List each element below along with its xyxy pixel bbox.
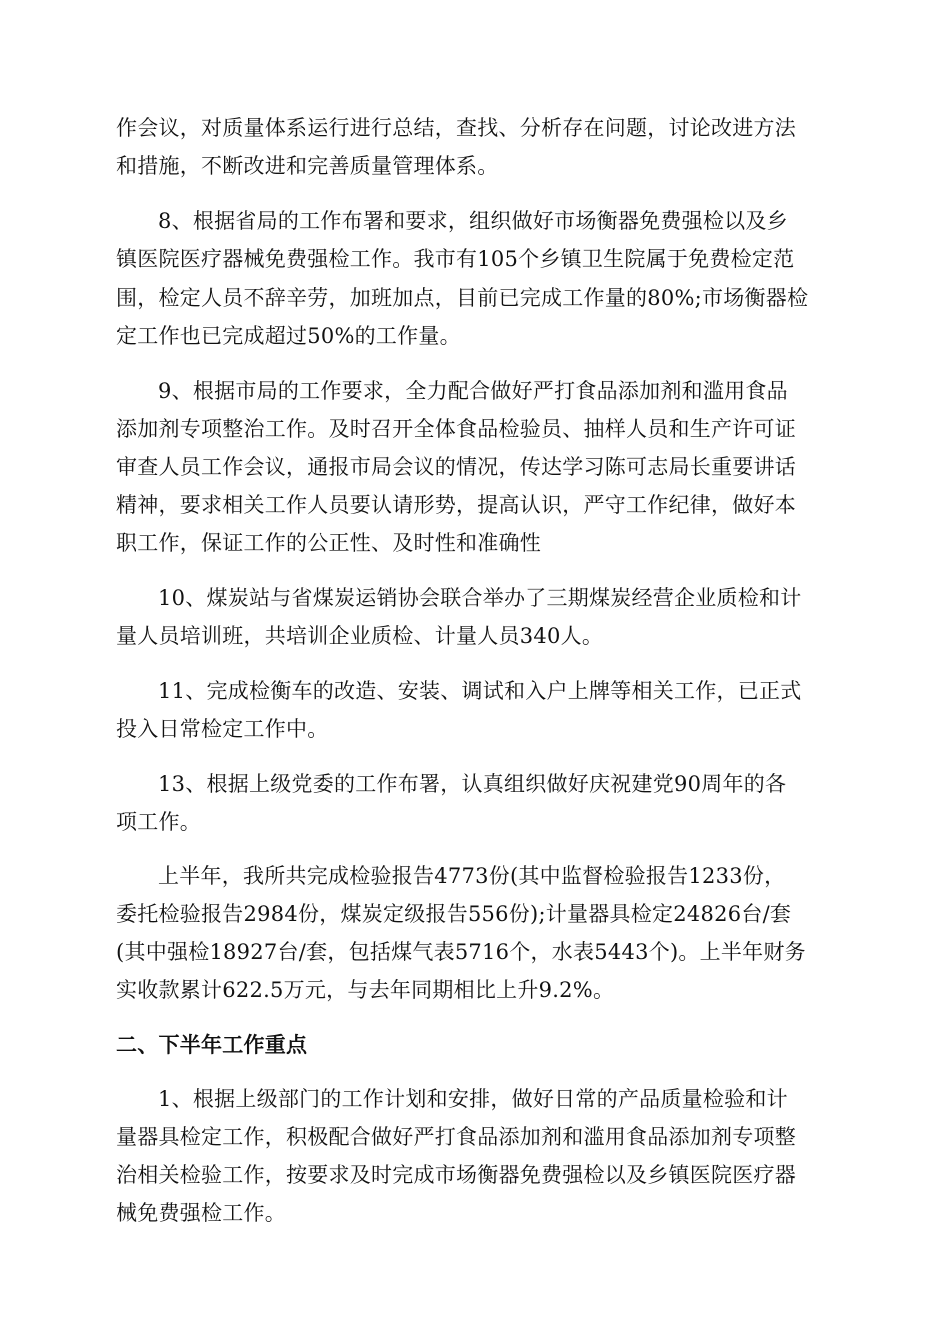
paragraph-line: 械免费强检工作。 [116, 1201, 286, 1225]
paragraph-line: 治相关检验工作，按要求及时完成市场衡器免费强检以及乡镇医院医疗器 [116, 1163, 796, 1187]
paragraph-line: 定工作也已完成超过50%的工作量。 [116, 324, 461, 348]
paragraph-line: 添加剂专项整治工作。及时召开全体食品检验员、抽样人员和生产许可证 [116, 417, 796, 441]
paragraph-line: 镇医院医疗器械免费强检工作。我市有105个乡镇卫生院属于免费检定范 [116, 247, 795, 271]
paragraph-line: 投入日常检定工作中。 [116, 717, 329, 741]
paragraph-line: 1、根据上级部门的工作计划和安排，做好日常的产品质量检验和计 [158, 1087, 788, 1111]
paragraph-line: 作会议，对质量体系运行进行总结，查找、分析存在问题，讨论改进方法 [116, 116, 796, 140]
paragraph-line: 8、根据省局的工作布署和要求，组织做好市场衡器免费强检以及乡 [158, 209, 788, 233]
paragraph-line: 围，检定人员不辞辛劳，加班加点，目前已完成工作量的80%;市场衡器检 [116, 286, 809, 310]
paragraph-line: 量器具检定工作，积极配合做好严打食品添加剂和滥用食品添加剂专项整 [116, 1125, 796, 1149]
paragraph-line: 量人员培训班，共培训企业质检、计量人员340人。 [116, 624, 604, 648]
paragraph-line: 13、根据上级党委的工作布署，认真组织做好庆祝建党90周年的各 [158, 772, 787, 796]
paragraph-line: (其中强检18927台/套，包括煤气表5716个，水表5443个)。上半年财务 [116, 940, 806, 964]
paragraph-line: 审查人员工作会议，通报市局会议的情况，传达学习陈可志局长重要讲话 [116, 455, 796, 479]
paragraph-line: 10、煤炭站与省煤炭运销协会联合举办了三期煤炭经营企业质检和计 [158, 586, 802, 610]
paragraph-line: 9、根据市局的工作要求，全力配合做好严打食品添加剂和滥用食品 [158, 379, 788, 403]
paragraph-line: 委托检验报告2984份，煤炭定级报告556份);计量器具检定24826台/套 [116, 902, 792, 926]
paragraph-line: 11、完成检衡车的改造、安装、调试和入户上牌等相关工作，已正式 [158, 679, 802, 703]
paragraph-line: 职工作，保证工作的公正性、及时性和准确性 [116, 531, 541, 555]
section-heading: 二、下半年工作重点 [116, 1033, 308, 1057]
paragraph-line: 精神，要求相关工作人员要认请形势，提高认识，严守工作纪律，做好本 [116, 493, 796, 517]
paragraph-line: 实收款累计622.5万元，与去年同期相比上升9.2%。 [116, 978, 615, 1002]
paragraph-line: 上半年，我所共完成检验报告4773份(其中监督检验报告1233份， [158, 864, 786, 888]
paragraph-line: 和措施，不断改进和完善质量管理体系。 [116, 154, 499, 178]
paragraph-line: 项工作。 [116, 810, 201, 834]
